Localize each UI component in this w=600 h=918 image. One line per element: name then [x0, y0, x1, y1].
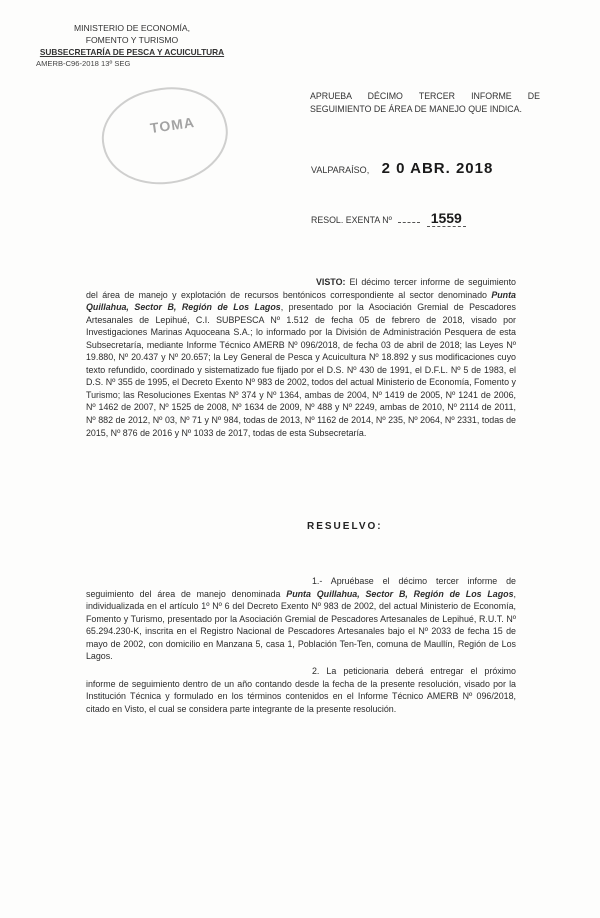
date-value: 2 0 ABR. 2018 — [381, 160, 494, 177]
subsecretaria-line: SUBSECRETARÍA DE PESCA Y ACUICULTURA — [39, 47, 225, 57]
resolution-item-1 — [86, 575, 516, 663]
visto-paragraph — [86, 276, 516, 439]
issuer-header — [32, 22, 232, 70]
reference-code: AMERB-C96-2018 13º SEG — [36, 59, 131, 68]
visto-text-b: , presentado por la Asociación Gremial de Pescadores Artesanales de Lepihué, C.I. SUBPESCA Nº 1.512 de fecha 05 de febrero de 2018, visado por Investigaciones Marinas Aquoceana S.A.; lo informado por la División de Administración Pesquera de esta Subsecretaría, mediante Informe Técnico AMERB Nº 096/2018, de fecha 03 de abril de 2018; las Leyes Nº 19.880, Nº 20.437 y Nº 20.657; la Ley General de Pesca y Acuicultura Nº 18.892 y sus modificaciones cuyo texto refundido, coordinado y sistematizado fue fijado por el D.S. Nº 430 de 1991, el D.F.L. Nº 5 de 1983, el D.S. Nº 355 de 1995, el Decreto Exento Nº 983 de 2002, todos del actual Ministerio de Economía, Fomento y Turismo; las Resoluciones Exentas Nº 374 y Nº 1364, ambas de 2004, Nº 1419 de 2005, Nº 1241 de 2006, Nº 1462 de 2007, Nº 1525 de 2008, Nº 1634 de 2009, Nº 488 y Nº 2249, ambas de 2010, Nº 2114 de 2011, Nº 882 de 2012, Nº 03, Nº 71 y Nº 984, todas de 2013, Nº 1162 de 2014, Nº 235, Nº 2064, Nº 2331, todas de 2015, Nº 876 de 2016 y Nº 1033 de 2017, todas de esta Subsecretaría. — [86, 302, 516, 438]
item1-text-a: 1.- Apruébase el décimo tercer informe de seguimiento del área de manejo denominada — [86, 576, 516, 599]
stamp-text: TOMA — [149, 113, 196, 137]
resolution-title — [310, 90, 540, 116]
ministry-line-2: FOMENTO Y TURISMO — [85, 35, 179, 45]
item2-text: 2. La peticionaria deberá entregar el próximo informe de seguimiento dentro de un año contando desde la fecha de la presente resolución, visado por la Institución Técnica y formulado en los términos contenidos en el Informe Técnico AMERB Nº 096/2018, citado en Visto, el cual se considera parte integrante de la presente resolución. — [86, 666, 516, 714]
visto-label: VISTO: — [316, 277, 346, 287]
resolution-number: 1559 — [427, 210, 466, 227]
number-underline — [398, 222, 420, 223]
title-line-2: SEGUIMIENTO DE ÁREA DE MANEJO QUE INDICA. — [310, 104, 522, 114]
visto-text-a: El décimo tercer informe de seguimiento del área de manejo y explotación de recursos bentónicos correspondiente al sector denominado — [86, 277, 516, 300]
title-line-1: APRUEBA DÉCIMO TERCER INFORME DE — [310, 91, 540, 101]
resolution-item-2 — [86, 665, 516, 715]
item1-area-name: Punta Quillahua, Sector B, Región de Los Lagos — [286, 588, 514, 599]
date-place: VALPARAÍSO, — [311, 165, 370, 175]
resolution-number-line — [311, 210, 466, 228]
ministry-line-1: MINISTERIO DE ECONOMÍA, — [73, 23, 191, 33]
resolution-label: RESOL. EXENTA Nº — [311, 215, 392, 225]
resuelvo-heading: RESUELVO: — [307, 521, 383, 532]
date-line — [311, 160, 493, 178]
official-stamp — [93, 76, 236, 196]
visto-area-name: Punta Quillahua, Sector B, Región de Los Lagos — [86, 289, 516, 313]
item1-text-b: , individualizada en el artículo 1º Nº 6 del Decreto Exento Nº 983 de 2002, del actual Ministerio de Economía, Fomento y Turismo, presentado por la Asociación Gremial de Pescadores Artesanales de Lepihué, R.U.T. Nº 65.294.230-K, inscrita en el Registro Nacional de Pescadores Artesanales bajo el Nº 2033 de fecha 15 de mayo de 2002, con domicilio en Manzana 5, casa 1, Población Ten-Ten, comuna de Maullín, Región de Los Lagos. — [86, 588, 516, 662]
